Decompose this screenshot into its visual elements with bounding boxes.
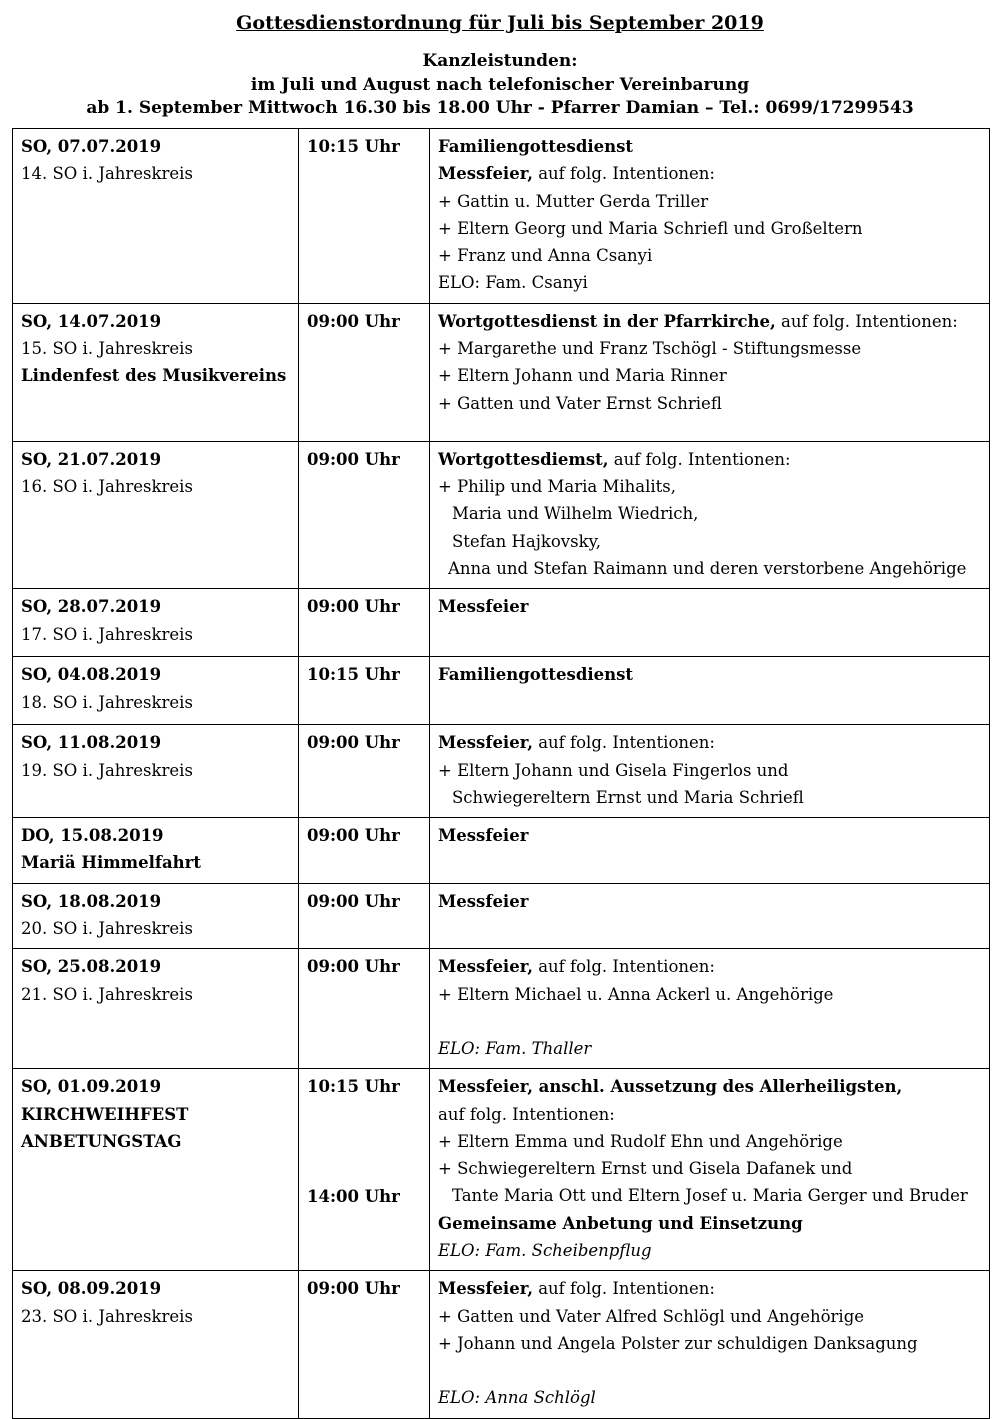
date-cell: [13, 949, 299, 1069]
date-cell: [13, 129, 299, 304]
service-cell: [430, 818, 990, 884]
service-cell: [430, 589, 990, 657]
date-cell: [13, 883, 299, 949]
office-hours-line-1: im Juli und August nach telefonischer Vereinbarung: [250, 75, 750, 95]
service-date: SO, 21.07.2019: [21, 449, 162, 469]
service-name: Familiengottesdienst: [438, 137, 634, 156]
time-cell: [299, 129, 430, 304]
intention: + Franz und Anna Csanyi: [438, 246, 653, 266]
table-row: [13, 303, 990, 441]
intention: + Eltern Georg und Maria Schriefl und Großeltern: [438, 218, 863, 238]
service-suffix: auf folg. Intentionen:: [532, 1279, 715, 1299]
intention: + Gattin u. Mutter Gerda Triller: [438, 191, 709, 211]
event-note: Lindenfest des Musikvereins: [21, 366, 287, 386]
service-name: Messfeier: [438, 826, 529, 846]
service-time: 09:00 Uhr: [307, 733, 400, 753]
service-time: 09:00 Uhr: [307, 957, 400, 977]
service-cell: [430, 657, 990, 725]
intention: + Schwiegereltern Ernst und Gisela Dafanek und: [438, 1159, 853, 1179]
service-date: DO, 15.08.2019: [21, 826, 164, 846]
service-name-line: [438, 160, 981, 187]
service-name: Messfeier,: [438, 733, 533, 753]
service-time: 09:00 Uhr: [307, 1279, 400, 1299]
time-cell: [299, 441, 430, 588]
date-cell: [13, 1069, 299, 1271]
intention: Stefan Hajkovsky,: [452, 531, 601, 551]
liturgical-day: 23. SO i. Jahreskreis: [21, 1306, 193, 1326]
time-cell: [299, 1069, 430, 1271]
service-name: Messfeier: [438, 597, 529, 617]
table-row: [13, 949, 990, 1069]
service-time-2: 14:00 Uhr: [307, 1186, 400, 1206]
table-row: [13, 1271, 990, 1418]
intention: + Gatten und Vater Alfred Schlögl und Angehörige: [438, 1306, 865, 1326]
intention: + Gatten und Vater Ernst Schriefl: [438, 393, 722, 413]
liturgical-day: 20. SO i. Jahreskreis: [21, 919, 193, 939]
service-cell: [430, 441, 990, 588]
intention: + Eltern Johann und Gisela Fingerlos und: [438, 760, 789, 780]
liturgical-day: 16. SO i. Jahreskreis: [21, 477, 193, 497]
service-cell: [430, 129, 990, 304]
service-name: Messfeier, anschl. Aussetzung des Allerheiligsten,: [438, 1077, 903, 1097]
liturgical-day: 21. SO i. Jahreskreis: [21, 984, 193, 1004]
table-row: [13, 657, 990, 725]
date-cell: [13, 818, 299, 884]
office-hours-line-2: ab 1. September Mittwoch 16.30 bis 18.00 Uhr - Pfarrer Damian – Tel.: 0699/17299543: [86, 98, 914, 118]
time-cell: [299, 657, 430, 725]
time-cell: [299, 589, 430, 657]
date-cell: [13, 657, 299, 725]
table-row: [13, 883, 990, 949]
intention: + Eltern Johann und Maria Rinner: [438, 366, 727, 386]
service-suffix: auf folg. Intentionen:: [775, 311, 958, 331]
elo-note: ELO: Fam. Scheibenpflug: [438, 1241, 652, 1261]
schedule-table: [12, 128, 990, 1419]
liturgical-day: 18. SO i. Jahreskreis: [21, 692, 193, 712]
service-name-line: [438, 953, 981, 980]
page-title: Gottesdienstordnung für Juli bis September 2019: [236, 12, 764, 34]
table-row: [13, 725, 990, 818]
date-cell: [13, 725, 299, 818]
intention: + Eltern Emma und Rudolf Ehn und Angehörige: [438, 1131, 843, 1151]
intention: Maria und Wilhelm Wiedrich,: [452, 504, 699, 524]
service-name: Messfeier,: [438, 164, 533, 184]
service-date: SO, 28.07.2019: [21, 597, 162, 617]
service-date: SO, 04.08.2019: [21, 665, 162, 685]
elo-note: ELO: Anna Schlögl: [438, 1388, 596, 1408]
elo-note: ELO: Fam. Csanyi: [438, 273, 588, 293]
spacer: [307, 1101, 421, 1183]
office-hours-title: Kanzleistunden:: [422, 51, 578, 71]
liturgical-day: 14. SO i. Jahreskreis: [21, 164, 193, 184]
service-date: SO, 18.08.2019: [21, 891, 162, 911]
service-name-line: [438, 308, 981, 335]
service-cell: [430, 1271, 990, 1418]
date-cell: [13, 441, 299, 588]
service-name-line: [438, 446, 981, 473]
service-name: Familiengottesdienst: [438, 665, 634, 685]
date-cell: [13, 303, 299, 441]
service-suffix: auf folg. Intentionen:: [532, 957, 715, 977]
spacer: [438, 1008, 981, 1035]
time-cell: [299, 949, 430, 1069]
service-name-line: [438, 1275, 981, 1302]
service-date: SO, 01.09.2019: [21, 1077, 162, 1097]
table-row: [13, 129, 990, 304]
intention: + Eltern Michael u. Anna Ackerl u. Angehörige: [438, 984, 834, 1004]
service-cell: [430, 303, 990, 441]
service-date: SO, 11.08.2019: [21, 733, 162, 753]
service-cell: [430, 949, 990, 1069]
date-cell: [13, 589, 299, 657]
service-time: 09:00 Uhr: [307, 891, 400, 911]
time-cell: [299, 725, 430, 818]
service-time: 10:15 Uhr: [307, 1077, 400, 1097]
service-suffix: auf folg. Intentionen:: [532, 733, 715, 753]
service-suffix: auf folg. Intentionen:: [438, 1104, 615, 1124]
event-note: ANBETUNGSTAG: [21, 1131, 182, 1151]
table-row: [13, 589, 990, 657]
service-date: SO, 07.07.2019: [21, 137, 162, 156]
intention: + Philip und Maria Mihalits,: [438, 477, 677, 497]
service-cell: [430, 725, 990, 818]
service-time: 10:15 Uhr: [307, 665, 400, 685]
service-cell: [430, 883, 990, 949]
service-suffix: auf folg. Intentionen:: [608, 449, 791, 469]
time-cell: [299, 303, 430, 441]
liturgical-day: 17. SO i. Jahreskreis: [21, 624, 193, 644]
service-time: 10:15 Uhr: [307, 137, 400, 156]
service-name-2: Gemeinsame Anbetung und Einsetzung: [438, 1213, 803, 1233]
intention: Tante Maria Ott und Eltern Josef u. Maria Gerger und Bruder: [452, 1186, 968, 1206]
service-name: Messfeier,: [438, 957, 533, 977]
service-name: Messfeier,: [438, 1279, 533, 1299]
spacer: [438, 1357, 981, 1384]
liturgical-day: Mariä Himmelfahrt: [21, 853, 201, 873]
time-cell: [299, 883, 430, 949]
liturgical-day: KIRCHWEIHFEST: [21, 1104, 189, 1124]
service-date: SO, 25.08.2019: [21, 957, 162, 977]
service-date: SO, 14.07.2019: [21, 311, 162, 331]
service-time: 09:00 Uhr: [307, 826, 400, 846]
service-time: 09:00 Uhr: [307, 311, 400, 331]
service-suffix: auf folg. Intentionen:: [532, 164, 715, 184]
service-date: SO, 08.09.2019: [21, 1279, 162, 1299]
service-name: Messfeier: [438, 891, 529, 911]
date-cell: [13, 1271, 299, 1418]
service-name: Wortgottesdienst in der Pfarrkirche,: [438, 311, 776, 331]
time-cell: [299, 818, 430, 884]
intention: Schwiegereltern Ernst und Maria Schriefl: [452, 787, 804, 807]
time-cell: [299, 1271, 430, 1418]
table-row: [13, 441, 990, 588]
intention: + Johann und Angela Polster zur schuldigen Danksagung: [438, 1333, 918, 1353]
intention: Anna und Stefan Raimann und deren verstorbene Angehörige: [448, 558, 967, 578]
table-row: [13, 818, 990, 884]
service-time: 09:00 Uhr: [307, 449, 400, 469]
service-time: 09:00 Uhr: [307, 597, 400, 617]
service-name: Wortgottesdiemst,: [438, 449, 609, 469]
elo-note: ELO: Fam. Thaller: [438, 1038, 592, 1058]
table-row: [13, 1069, 990, 1271]
intention: + Margarethe und Franz Tschögl - Stiftungsmesse: [438, 339, 862, 359]
liturgical-day: 15. SO i. Jahreskreis: [21, 339, 193, 359]
service-cell: [430, 1069, 990, 1271]
service-name-line: [438, 729, 981, 756]
liturgical-day: 19. SO i. Jahreskreis: [21, 760, 193, 780]
